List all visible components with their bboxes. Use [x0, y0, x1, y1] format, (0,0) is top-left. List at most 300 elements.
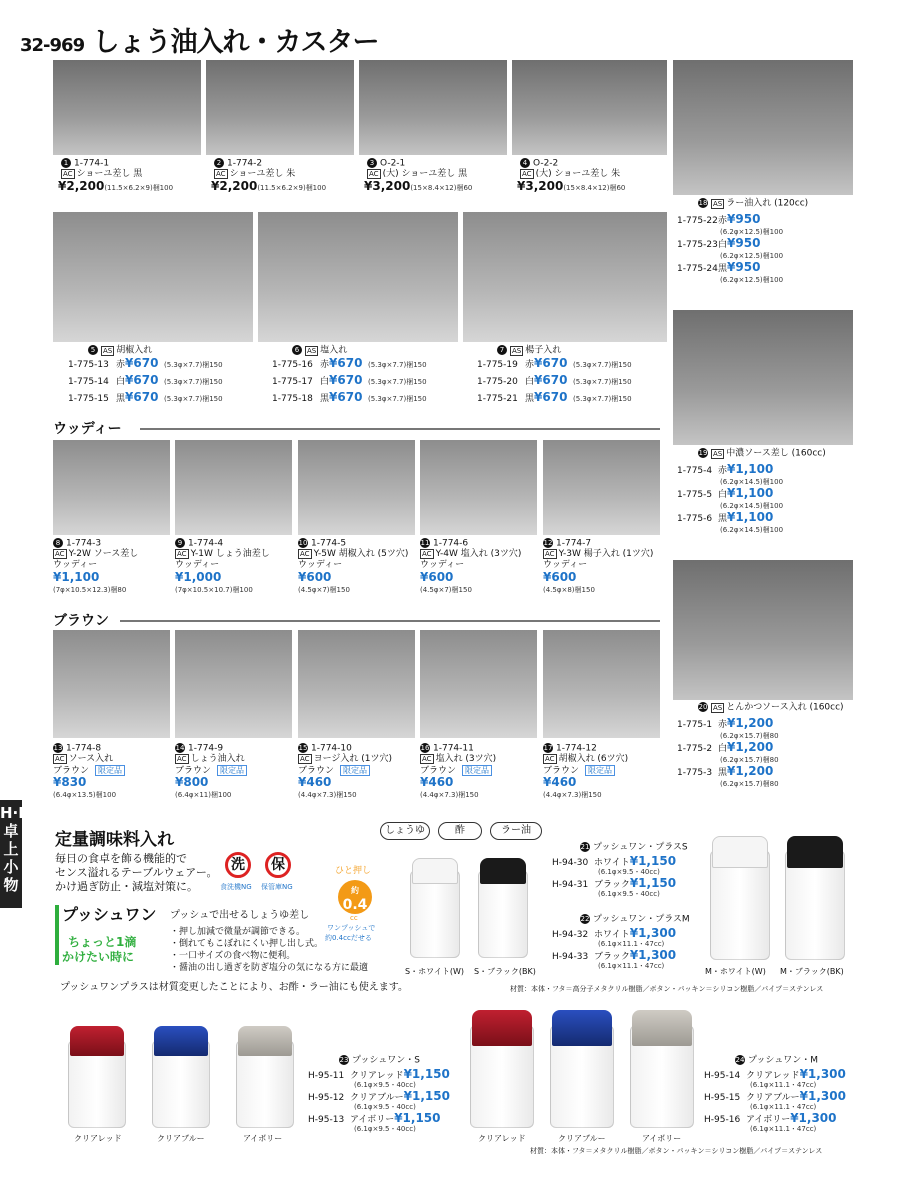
card-sub: ブラウン — [298, 766, 335, 776]
card-name-row — [543, 754, 628, 765]
card-price-row — [298, 572, 331, 585]
group-number: 23 — [339, 1056, 349, 1064]
row-values — [116, 358, 158, 371]
row-price: ¥1,300 — [799, 1067, 846, 1081]
item-price: ¥3,200 — [517, 179, 564, 193]
item-code: O-2-1 — [380, 158, 406, 169]
row-color: ホワイト — [594, 930, 630, 940]
row-values — [320, 392, 362, 405]
row-values — [718, 214, 760, 227]
card-name-row — [53, 549, 138, 560]
teiryo-desc-2: センス溢れるテーブルウェアー。 — [55, 866, 218, 879]
row-color: アイボリー — [746, 1115, 791, 1125]
row-dim — [164, 394, 223, 405]
row-dim — [720, 275, 783, 286]
row-color: 赤 — [525, 360, 535, 370]
pill-rayu: ラー油 — [490, 822, 542, 840]
card-dim: (4.5φ×7) — [298, 586, 330, 594]
card-price-row — [175, 777, 208, 790]
row-qty: 梱150 — [611, 395, 632, 403]
plus-cap-mw — [712, 836, 768, 868]
card-name: Y-2W ソース差し — [68, 549, 139, 559]
dishwasher-ng-label: 食洗機NG — [220, 883, 252, 891]
pill-shoyu: しょうゆ — [380, 822, 430, 840]
row-qty: 梱80 — [762, 756, 779, 764]
row-dim — [368, 394, 427, 405]
row-qty: 梱150 — [611, 361, 632, 369]
dishwasher-ng-icon: 洗 — [225, 852, 251, 878]
card-code: 1-774-6 — [433, 538, 469, 549]
row-dim-value: (6.2φ×15.7) — [720, 732, 763, 740]
row-price: ¥1,200 — [727, 764, 774, 778]
group-header — [497, 345, 561, 357]
s-cap-blue — [154, 1026, 208, 1056]
row-values — [525, 375, 567, 388]
group-tag: AS — [103, 346, 113, 355]
row-color: 黒 — [320, 394, 330, 404]
group-name: ラー油入れ (120cc) — [726, 198, 809, 209]
item-dim: (11.5×6.2×9) — [257, 184, 306, 192]
card-code-row — [420, 743, 474, 755]
group-number: 20 — [698, 703, 708, 711]
row-code: H-94-32 — [552, 930, 589, 940]
row-qty: 梱80 — [762, 732, 779, 740]
card-dim: (7φ×10.5×10.7) — [175, 586, 233, 594]
group-name: プッシュワン・S — [352, 1055, 420, 1066]
row-color: クリアレッド — [350, 1071, 404, 1081]
shaker-photo-7 — [463, 212, 667, 342]
badge-value: 0.4 — [342, 897, 368, 913]
row-code: H-94-30 — [552, 858, 589, 868]
card-number: 10 — [298, 539, 308, 547]
product-photo-20 — [673, 560, 853, 700]
row-values — [718, 464, 773, 477]
card-dim: (4.5φ×7) — [420, 586, 452, 594]
badge-top: ひと押し — [335, 866, 372, 876]
row-color: ホワイト — [594, 858, 630, 868]
group-header — [698, 448, 826, 460]
card-price: ¥460 — [420, 775, 454, 789]
row-qty: 梱100 — [762, 252, 784, 260]
row-color: クリアブルー — [350, 1093, 404, 1103]
item-dim: (15×8.4×12) — [410, 184, 457, 192]
row-code: 1-775-4 — [677, 466, 713, 476]
row-dim-value: (6.1φ×11.1・47cc) — [750, 1103, 817, 1111]
row-dim — [573, 377, 632, 388]
teiryo-desc-3: かけ過ぎ防止・減塩対策に。 — [55, 880, 198, 893]
limited-badge: 限定品 — [462, 765, 492, 776]
card-price-row — [53, 572, 99, 585]
card-price: ¥460 — [543, 775, 577, 789]
row-dim — [720, 525, 783, 536]
row-dim-value: (6.2φ×15.7) — [720, 756, 763, 764]
card-code: 1-774-8 — [66, 743, 102, 754]
row-dim-value: (6.2φ×12.5) — [720, 228, 763, 236]
row-color: 赤 — [718, 216, 728, 226]
row-dim — [164, 377, 223, 388]
card-number: 11 — [420, 539, 430, 547]
bottom-caption-3: アイボリー — [243, 1134, 283, 1143]
item-code-row — [367, 158, 405, 170]
row-code: H-95-15 — [704, 1093, 741, 1103]
card-code: 1-774-10 — [311, 743, 352, 754]
row-price: ¥1,300 — [629, 948, 677, 962]
card-code-row — [543, 538, 591, 550]
card-code-row — [298, 743, 352, 755]
card-sub: ブラウン — [175, 766, 212, 776]
material-note-2: 材質：本体・フタ＝メタクリル樹脂／ボタン・パッキン＝シリコン樹脂／パイプ＝ステンレス — [530, 1147, 823, 1155]
row-color: 白 — [718, 240, 728, 250]
row-dim-value: (5.3φ×7.7) — [368, 361, 407, 369]
row-dim-value: (5.3φ×7.7) — [164, 395, 203, 403]
item-name: ショーユ差し 朱 — [229, 169, 296, 179]
row-price: ¥670 — [125, 373, 159, 387]
card-qty: 梱150 — [458, 791, 479, 799]
card-dim: (7φ×10.5×12.3) — [53, 586, 111, 594]
product-photo-4 — [512, 60, 667, 155]
product-photo-1 — [53, 60, 201, 155]
card-dim-row — [298, 585, 350, 596]
card-sub: ブラウン — [53, 766, 90, 776]
slogan-2: かけたい時に — [62, 950, 135, 964]
row-color: 黒 — [718, 264, 728, 274]
row-price: ¥1,150 — [403, 1067, 450, 1081]
row-color: クリアレッド — [746, 1071, 800, 1081]
row-values — [718, 718, 773, 731]
card-price-row — [298, 777, 331, 790]
limited-badge: 限定品 — [340, 765, 370, 776]
row-price: ¥670 — [125, 356, 159, 370]
card-photo — [298, 440, 415, 535]
card-tag: AC — [177, 550, 187, 558]
row-qty: 梱150 — [406, 361, 427, 369]
row-color: 白 — [320, 377, 330, 387]
card-name-row — [420, 754, 496, 765]
row-dim-value: (6.1φ×11.1・47cc) — [750, 1125, 817, 1133]
badge-unit: cc — [350, 914, 358, 922]
plus-cap-sw — [412, 858, 458, 884]
card-photo — [175, 630, 292, 738]
row-code: 1-775-18 — [272, 394, 313, 404]
badge-note-2: 約0.4ccだせる — [325, 934, 372, 942]
row-color: 白 — [116, 377, 126, 387]
row-code: H-95-16 — [704, 1115, 741, 1125]
card-name: Y-3W 楊子入れ (1ツ穴) — [558, 549, 654, 559]
row-values — [525, 358, 567, 371]
row-dim-value: (5.3φ×7.7) — [573, 395, 612, 403]
row-values — [525, 392, 567, 405]
group-name: 楊子入れ — [525, 345, 562, 356]
row-price: ¥1,150 — [403, 1089, 450, 1103]
item-price-row — [364, 181, 472, 194]
row-dim — [354, 1124, 416, 1135]
card-code: 1-774-11 — [433, 743, 474, 754]
plus-cap-sbk — [480, 858, 526, 884]
card-dim: (6.4φ×13.5) — [53, 791, 96, 799]
row-price: ¥670 — [329, 373, 363, 387]
bullet-1: ・押し加減で微量が調節できる。 — [170, 927, 306, 937]
row-dim-value: (6.2φ×15.7) — [720, 780, 763, 788]
row-dim — [598, 889, 660, 900]
item-name: (大) ショーユ差し 朱 — [535, 169, 621, 179]
card-code: 1-774-3 — [66, 538, 102, 549]
group-name: プッシュワン・プラスS — [593, 842, 688, 853]
row-dim-value: (6.1φ×9.5・40cc) — [598, 868, 660, 876]
item-code: O-2-2 — [533, 158, 559, 169]
card-name-row — [53, 754, 113, 765]
card-name-row — [298, 549, 408, 560]
card-dim: (4.4φ×7.3) — [420, 791, 459, 799]
card-name-row — [420, 549, 521, 560]
row-dim-value: (6.1φ×11.1・47cc) — [750, 1081, 817, 1089]
row-price: ¥1,300 — [790, 1111, 837, 1125]
card-dim: (6.4φ×11) — [175, 791, 211, 799]
row-values — [718, 742, 773, 755]
badge-note-1: ワンプッシュで — [327, 924, 376, 932]
row-values — [718, 512, 773, 525]
accent-bar — [55, 905, 59, 965]
card-number: 9 — [175, 538, 185, 548]
teiryo-desc-1: 毎日の食卓を飾る機能的で — [55, 852, 187, 865]
row-code: 1-775-3 — [677, 768, 713, 778]
row-price: ¥1,150 — [629, 854, 677, 868]
row-dim-value: (6.1φ×9.5・40cc) — [354, 1103, 416, 1111]
card-price: ¥1,100 — [53, 570, 100, 584]
product-photo-19 — [673, 310, 853, 445]
pushone-title: プッシュワン — [62, 905, 157, 924]
item-qty: 梱100 — [305, 184, 327, 192]
card-price: ¥1,000 — [175, 570, 222, 584]
row-code: 1-775-22 — [677, 216, 718, 226]
row-qty: 梱80 — [762, 780, 779, 788]
group-tag: AS — [713, 449, 723, 458]
card-qty: 梱150 — [451, 586, 472, 594]
bottom-caption-6: アイボリー — [642, 1134, 682, 1143]
card-qty: 梱150 — [574, 586, 595, 594]
row-dim-value: (6.2φ×12.5) — [720, 276, 763, 284]
row-code: 1-775-2 — [677, 744, 713, 754]
woody-rule — [140, 428, 660, 430]
row-qty: 梱100 — [762, 526, 784, 534]
item-number: 1 — [61, 158, 71, 168]
plus-caption-3: M・ホワイト(W) — [705, 967, 766, 976]
plus-caption-1: S・ホワイト(W) — [405, 967, 464, 976]
row-dim-value: (5.3φ×7.7) — [368, 378, 407, 386]
card-tag: AC — [422, 755, 432, 763]
card-code-row — [420, 538, 468, 550]
card-dim-row — [420, 585, 472, 596]
row-color: 白 — [718, 490, 728, 500]
row-color: ブラック — [594, 952, 630, 962]
row-code: 1-775-13 — [68, 360, 109, 370]
side-tab: H·R 卓上小物 — [0, 800, 22, 908]
card-dim-row — [53, 585, 126, 596]
group-tag: AS — [307, 346, 317, 355]
card-code: 1-774-7 — [556, 538, 592, 549]
card-photo — [298, 630, 415, 738]
card-price-row — [543, 572, 576, 585]
card-sub: ブラウン — [543, 766, 580, 776]
row-values — [320, 375, 362, 388]
product-photo-3 — [359, 60, 507, 155]
card-name: 胡椒入れ (6ツ穴) — [558, 754, 629, 764]
row-code: H-95-14 — [704, 1071, 741, 1081]
row-code: 1-775-15 — [68, 394, 109, 404]
card-tag: AC — [55, 550, 65, 558]
row-qty: 梱150 — [202, 395, 223, 403]
card-sub: ウッディー — [53, 560, 98, 570]
row-price: ¥1,200 — [727, 716, 774, 730]
row-color: 黒 — [525, 394, 535, 404]
item-code: 1-774-2 — [227, 158, 263, 169]
bottom-caption-2: クリアブルー — [157, 1134, 205, 1143]
card-code: 1-774-9 — [188, 743, 224, 754]
row-dim-value: (5.3φ×7.7) — [368, 395, 407, 403]
card-qty: 梱100 — [95, 791, 117, 799]
product-photo-18 — [673, 60, 853, 195]
row-dim-value: (6.1φ×11.1・47cc) — [598, 962, 665, 970]
s-cap-red — [70, 1026, 124, 1056]
row-color: 赤 — [116, 360, 126, 370]
card-price: ¥460 — [298, 775, 332, 789]
item-qty: 梱60 — [609, 184, 626, 192]
row-price: ¥1,300 — [629, 926, 677, 940]
row-dim — [368, 360, 427, 371]
card-sub: ウッディー — [420, 560, 465, 570]
brown-rule — [120, 620, 660, 622]
group-header — [698, 198, 808, 210]
woody-heading: ウッディー — [53, 421, 122, 437]
row-code: H-95-12 — [308, 1093, 345, 1103]
row-code: 1-775-21 — [477, 394, 518, 404]
row-color: 黒 — [116, 394, 126, 404]
card-photo — [53, 630, 170, 738]
row-code: 1-775-6 — [677, 514, 713, 524]
card-number: 14 — [175, 744, 185, 752]
row-values — [718, 766, 773, 779]
bullet-3: ・一口サイズの食べ物に便利。 — [170, 951, 296, 961]
plus-caption-4: M・ブラック(BK) — [780, 967, 844, 976]
card-name: ヨージ入れ (1ツ穴) — [313, 754, 392, 764]
item-tag: AC — [63, 170, 73, 178]
pushone-subtitle: プッシュで出せるしょうゆ差し — [170, 910, 310, 921]
row-code: 1-775-19 — [477, 360, 518, 370]
item-price-row — [211, 181, 326, 194]
card-tag: AC — [177, 755, 187, 763]
group-name: 胡椒入れ — [116, 345, 153, 356]
card-tag: AC — [422, 550, 432, 558]
item-qty: 梱100 — [152, 184, 174, 192]
brown-heading: ブラウン — [53, 613, 109, 629]
shaker-photo-5 — [53, 212, 253, 342]
push-amount-badge — [338, 880, 372, 914]
item-code: 1-774-1 — [74, 158, 110, 169]
card-price-row — [175, 572, 221, 585]
item-tag: AC — [216, 170, 226, 178]
card-number: 8 — [53, 538, 63, 548]
row-price: ¥1,100 — [727, 462, 774, 476]
card-name-row — [298, 754, 392, 765]
item-number: 2 — [214, 158, 224, 168]
group-number: 21 — [580, 843, 590, 851]
teiryo-heading: 定量調味料入れ — [55, 830, 174, 850]
row-dim-value: (5.3φ×7.7) — [164, 361, 203, 369]
row-dim-value: (5.3φ×7.7) — [573, 378, 612, 386]
row-qty: 梱150 — [406, 378, 427, 386]
card-dim: (4.5φ×8) — [543, 586, 575, 594]
row-code: 1-775-20 — [477, 377, 518, 387]
card-price: ¥600 — [543, 570, 577, 584]
row-dim-value: (6.2φ×14.5) — [720, 478, 763, 486]
item-code-row — [214, 158, 262, 170]
row-price: ¥670 — [125, 390, 159, 404]
row-code: H-94-33 — [552, 952, 589, 962]
bottom-caption-4: クリアレッド — [478, 1134, 526, 1143]
slogan-1: ちょっと1滴 — [68, 935, 137, 949]
row-price: ¥1,100 — [727, 510, 774, 524]
m-cap-ivory — [632, 1010, 692, 1046]
group-tag: AS — [713, 703, 723, 712]
row-color: 赤 — [718, 466, 728, 476]
row-dim-value: (5.3φ×7.7) — [573, 361, 612, 369]
card-dim: (4.4φ×7.3) — [543, 791, 582, 799]
row-price: ¥670 — [329, 390, 363, 404]
row-dim-value: (6.2φ×12.5) — [720, 252, 763, 260]
bullet-4: ・醤油の出し過ぎを防ぎ塩分の気になる方に最適 — [170, 963, 369, 973]
plus-caption-2: S・ブラック(BK) — [474, 967, 536, 976]
row-color: 白 — [525, 377, 535, 387]
row-price: ¥950 — [727, 236, 761, 250]
row-code: 1-775-24 — [677, 264, 718, 274]
bottom-caption-5: クリアブルー — [558, 1134, 606, 1143]
row-dim-value: (6.1φ×9.5・40cc) — [598, 890, 660, 898]
card-name: Y-5W 胡椒入れ (5ツ穴) — [313, 549, 409, 559]
card-code-row — [175, 743, 223, 755]
card-dim-row — [175, 790, 231, 801]
row-dim — [750, 1124, 816, 1135]
bottom-caption-1: クリアレッド — [74, 1134, 122, 1143]
card-photo — [420, 440, 537, 535]
row-color: 赤 — [718, 720, 728, 730]
item-code-row — [61, 158, 109, 170]
row-price: ¥1,100 — [727, 486, 774, 500]
card-photo — [543, 630, 660, 738]
card-dim-row — [543, 585, 595, 596]
card-dim-row — [298, 790, 357, 801]
row-color: ブラック — [594, 880, 630, 890]
row-color: 白 — [718, 744, 728, 754]
item-name: (大) ショーユ差し 黒 — [382, 169, 468, 179]
card-code-row — [53, 743, 101, 755]
group-header — [735, 1055, 818, 1067]
card-sub: ウッディー — [298, 560, 343, 570]
row-price: ¥1,150 — [629, 876, 677, 890]
row-dim-value: (5.3φ×7.7) — [164, 378, 203, 386]
row-qty: 梱150 — [611, 378, 632, 386]
group-header — [698, 702, 844, 714]
card-sub: ウッディー — [175, 560, 220, 570]
row-values — [116, 392, 158, 405]
row-price: ¥950 — [727, 212, 761, 226]
row-dim-value: (6.1φ×9.5・40cc) — [354, 1081, 416, 1089]
page-title: 32-969 しょう油入れ・カスター — [20, 27, 379, 58]
card-sub: ブラウン — [420, 766, 457, 776]
card-qty: 梱150 — [329, 586, 350, 594]
limited-badge: 限定品 — [585, 765, 615, 776]
card-qty: 梱80 — [110, 586, 127, 594]
row-values — [320, 358, 362, 371]
row-price: ¥670 — [534, 373, 568, 387]
